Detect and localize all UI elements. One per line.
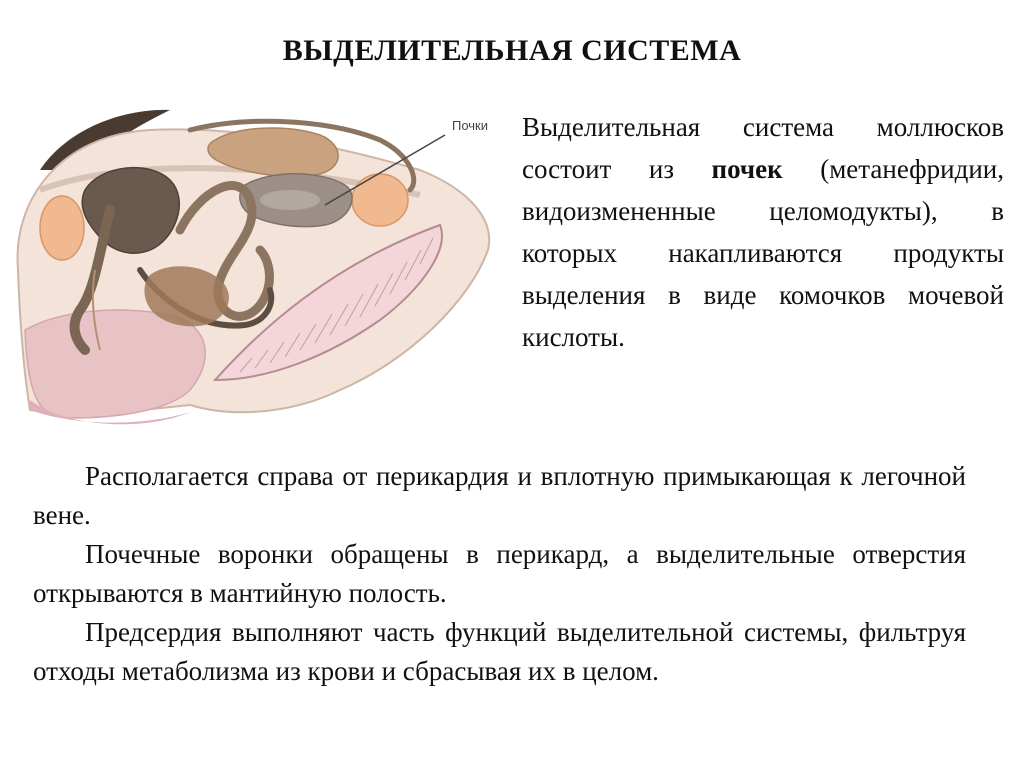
kidney-label: Почки [452, 118, 489, 133]
kidney-inner [260, 190, 320, 210]
intro-text-end: (метанефридии, видоизмененные целомодукты), в которых накапливаются продукты выделения в виде комочков мочевой кислоты. [522, 154, 1004, 352]
paragraph-location: Располагается справа от перикардия и вплотную примыкающая к легочной вене. [33, 461, 966, 530]
gonad-right [352, 174, 408, 226]
intro-bold-term: почек [711, 154, 783, 184]
body-text [33, 457, 966, 691]
page-title: ВЫДЕЛИТЕЛЬНАЯ СИСТЕМА [282, 34, 742, 67]
gonad-left [40, 196, 84, 260]
paragraph-funnels: Почечные воронки обращены в перикард, а выделительные отверстия открываются в мантийную полость. [33, 539, 966, 608]
mollusk-anatomy-illustration [0, 100, 520, 435]
intro-text-start: Выделительная система моллюсков состоит из [522, 112, 1004, 184]
paragraph-atria: Предсердия выполняют часть функций выделительной системы, фильтруя отходы метаболизма из крови и сбрасывая их в целом. [33, 617, 966, 686]
intro-paragraph [522, 106, 1004, 358]
